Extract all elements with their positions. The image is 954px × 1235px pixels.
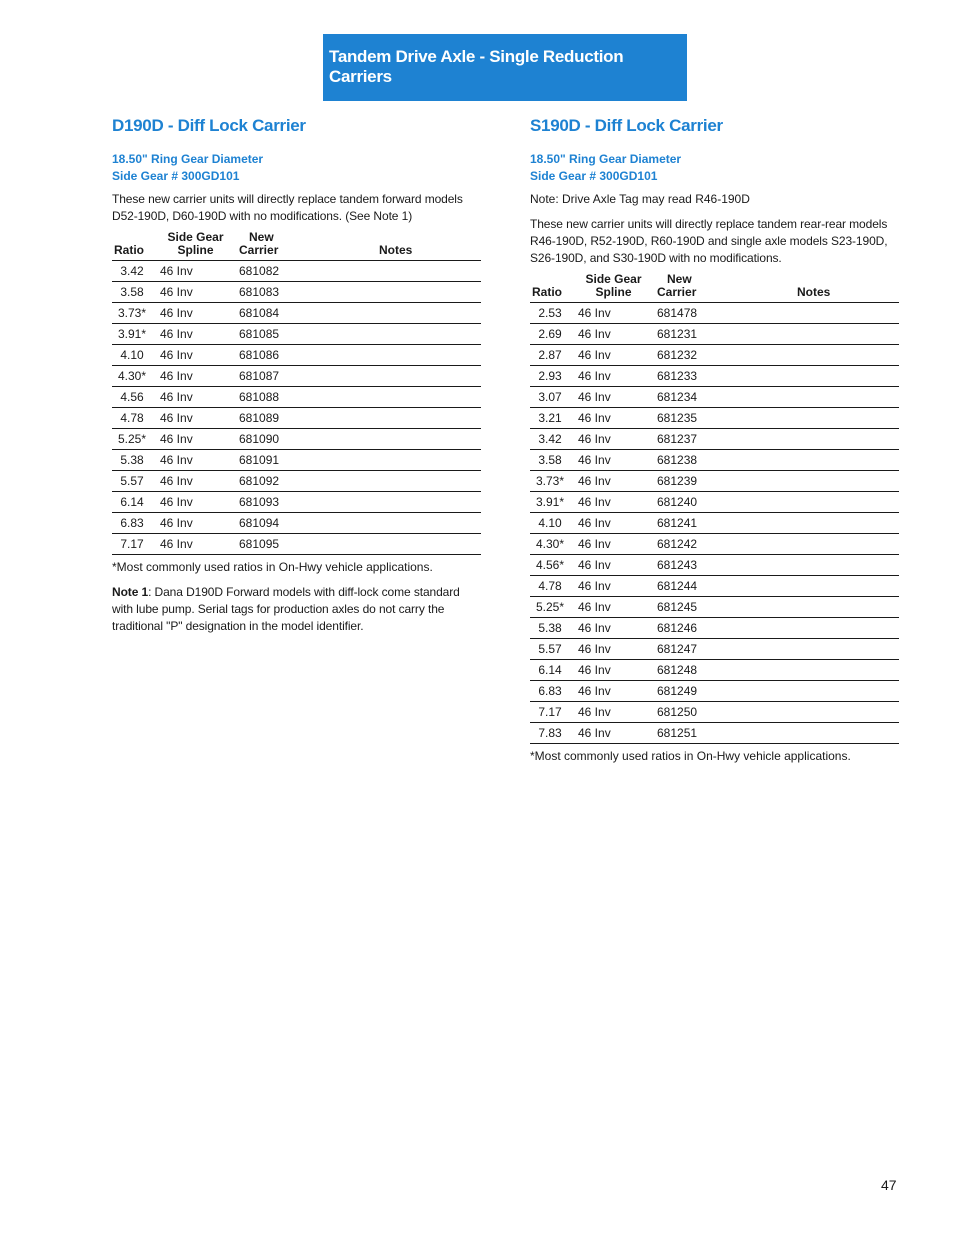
cell-notes	[319, 429, 481, 450]
cell-carrier: 681235	[657, 408, 737, 429]
table-row	[530, 492, 899, 513]
cell-carrier: 681237	[657, 429, 737, 450]
cell-notes	[737, 303, 899, 324]
cell-ratio: 5.57	[112, 471, 152, 492]
cell-spline: 46 Inv	[152, 387, 239, 408]
cell-spline: 46 Inv	[570, 534, 657, 555]
cell-spline: 46 Inv	[152, 408, 239, 429]
header-notes: Notes	[737, 273, 899, 303]
table-row	[112, 387, 481, 408]
cell-spline: 46 Inv	[152, 261, 239, 282]
cell-spline: 46 Inv	[152, 324, 239, 345]
cell-spline: 46 Inv	[570, 450, 657, 471]
cell-notes	[319, 387, 481, 408]
table-row	[530, 429, 899, 450]
ring-gear-diameter: 18.50" Ring Gear Diameter	[112, 152, 264, 166]
table-row	[530, 450, 899, 471]
cell-spline: 46 Inv	[570, 555, 657, 576]
table-row	[112, 366, 481, 387]
cell-spline: 46 Inv	[570, 576, 657, 597]
header-ratio: Ratio	[530, 273, 570, 303]
cell-notes	[737, 576, 899, 597]
table-header-row	[112, 231, 481, 261]
cell-ratio: 5.38	[112, 450, 152, 471]
cell-ratio: 3.07	[530, 387, 570, 408]
carrier-table	[530, 273, 899, 744]
cell-spline: 46 Inv	[152, 303, 239, 324]
cell-notes	[319, 471, 481, 492]
cell-notes	[319, 366, 481, 387]
cell-ratio: 2.87	[530, 345, 570, 366]
cell-ratio: 7.17	[530, 702, 570, 723]
cell-notes	[737, 639, 899, 660]
cell-notes	[319, 303, 481, 324]
cell-spline: 46 Inv	[152, 450, 239, 471]
cell-ratio: 5.25*	[530, 597, 570, 618]
cell-carrier: 681239	[657, 471, 737, 492]
table-row	[112, 345, 481, 366]
cell-ratio: 7.83	[530, 723, 570, 744]
cell-spline: 46 Inv	[570, 723, 657, 744]
cell-carrier: 681084	[239, 303, 319, 324]
table-row	[112, 429, 481, 450]
cell-carrier: 681087	[239, 366, 319, 387]
table-row	[112, 303, 481, 324]
cell-ratio: 3.91*	[530, 492, 570, 513]
cell-ratio: 3.21	[530, 408, 570, 429]
table-row	[530, 303, 899, 324]
cell-notes	[737, 345, 899, 366]
cell-notes	[319, 282, 481, 303]
table-row	[530, 618, 899, 639]
cell-carrier: 681083	[239, 282, 319, 303]
cell-notes	[737, 366, 899, 387]
table-row	[530, 555, 899, 576]
cell-carrier: 681093	[239, 492, 319, 513]
page-banner	[323, 34, 687, 101]
cell-spline: 46 Inv	[570, 702, 657, 723]
cell-spline: 46 Inv	[152, 534, 239, 555]
cell-ratio: 3.58	[112, 282, 152, 303]
cell-ratio: 4.30*	[112, 366, 152, 387]
footnote: *Most commonly used ratios in On-Hwy vehicle applications.	[112, 560, 433, 574]
cell-carrier: 681246	[657, 618, 737, 639]
cell-ratio: 3.73*	[112, 303, 152, 324]
cell-spline: 46 Inv	[570, 492, 657, 513]
cell-ratio: 3.42	[112, 261, 152, 282]
cell-notes	[737, 387, 899, 408]
cell-notes	[737, 681, 899, 702]
cell-notes	[737, 534, 899, 555]
cell-spline: 46 Inv	[570, 429, 657, 450]
cell-notes	[737, 618, 899, 639]
cell-spline: 46 Inv	[152, 345, 239, 366]
cell-notes	[319, 408, 481, 429]
cell-carrier: 681091	[239, 450, 319, 471]
cell-spline: 46 Inv	[152, 366, 239, 387]
cell-carrier: 681088	[239, 387, 319, 408]
s190d-section	[530, 115, 899, 765]
table-row	[112, 513, 481, 534]
table-row	[530, 597, 899, 618]
cell-ratio: 4.78	[530, 576, 570, 597]
table-row	[112, 282, 481, 303]
carrier-table	[112, 231, 481, 555]
table-row	[530, 534, 899, 555]
cell-notes	[737, 408, 899, 429]
cell-spline: 46 Inv	[570, 471, 657, 492]
cell-ratio: 4.30*	[530, 534, 570, 555]
cell-carrier: 681244	[657, 576, 737, 597]
cell-spline: 46 Inv	[570, 387, 657, 408]
cell-ratio: 6.14	[530, 660, 570, 681]
cell-spline: 46 Inv	[570, 639, 657, 660]
cell-notes	[737, 429, 899, 450]
cell-ratio: 3.42	[530, 429, 570, 450]
cell-notes	[319, 534, 481, 555]
cell-carrier: 681242	[657, 534, 737, 555]
cell-spline: 46 Inv	[570, 303, 657, 324]
cell-spline: 46 Inv	[570, 408, 657, 429]
header-side-gear-spline: Side Gear Spline	[570, 273, 657, 303]
cell-carrier: 681089	[239, 408, 319, 429]
cell-notes	[319, 324, 481, 345]
table-row	[112, 471, 481, 492]
cell-spline: 46 Inv	[570, 345, 657, 366]
table-row	[530, 387, 899, 408]
note-1	[112, 584, 481, 635]
cell-carrier: 681231	[657, 324, 737, 345]
cell-carrier: 681085	[239, 324, 319, 345]
table-row	[112, 261, 481, 282]
cell-ratio: 2.53	[530, 303, 570, 324]
page-number: 47	[881, 1177, 897, 1193]
cell-ratio: 5.38	[530, 618, 570, 639]
cell-ratio: 5.57	[530, 639, 570, 660]
table-row	[112, 324, 481, 345]
header-notes: Notes	[319, 231, 481, 261]
cell-carrier: 681249	[657, 681, 737, 702]
cell-spline: 46 Inv	[152, 282, 239, 303]
cell-notes	[737, 324, 899, 345]
cell-carrier: 681241	[657, 513, 737, 534]
cell-carrier: 681238	[657, 450, 737, 471]
cell-carrier: 681234	[657, 387, 737, 408]
cell-ratio: 6.83	[112, 513, 152, 534]
cell-carrier: 681247	[657, 639, 737, 660]
cell-ratio: 4.56	[112, 387, 152, 408]
cell-ratio: 6.14	[112, 492, 152, 513]
table-row	[112, 534, 481, 555]
cell-carrier: 681233	[657, 366, 737, 387]
table-row	[530, 408, 899, 429]
table-header-row	[530, 273, 899, 303]
d190d-section	[112, 115, 481, 635]
cell-spline: 46 Inv	[570, 366, 657, 387]
cell-carrier: 681095	[239, 534, 319, 555]
table-row	[530, 513, 899, 534]
cell-carrier: 681090	[239, 429, 319, 450]
table-row	[530, 345, 899, 366]
header-new-carrier: New Carrier	[657, 273, 737, 303]
header-side-gear-spline: Side Gear Spline	[152, 231, 239, 261]
table-row	[530, 639, 899, 660]
footnote: *Most commonly used ratios in On-Hwy vehicle applications.	[530, 749, 851, 763]
cell-ratio: 5.25*	[112, 429, 152, 450]
cell-notes	[319, 492, 481, 513]
cell-spline: 46 Inv	[570, 660, 657, 681]
table-row	[530, 660, 899, 681]
cell-ratio: 6.83	[530, 681, 570, 702]
cell-carrier: 681251	[657, 723, 737, 744]
cell-spline: 46 Inv	[570, 618, 657, 639]
cell-notes	[737, 660, 899, 681]
side-gear-number: Side Gear # 300GD101	[530, 169, 658, 183]
cell-carrier: 681094	[239, 513, 319, 534]
section-description: These new carrier units will directly replace tandem rear-rear models R46-190D, R52-190D, R60-190D and single axle models S23-190D, S26-190D, and S30-190D with no modifications.	[530, 217, 888, 265]
cell-spline: 46 Inv	[570, 513, 657, 534]
cell-notes	[737, 597, 899, 618]
table-row	[530, 576, 899, 597]
table-row	[530, 471, 899, 492]
table-row	[112, 408, 481, 429]
cell-carrier: 681248	[657, 660, 737, 681]
table-body	[530, 303, 899, 744]
cell-spline: 46 Inv	[570, 324, 657, 345]
cell-notes	[737, 471, 899, 492]
cell-carrier: 681240	[657, 492, 737, 513]
header-new-carrier: New Carrier	[239, 231, 319, 261]
cell-notes	[737, 723, 899, 744]
cell-carrier: 681478	[657, 303, 737, 324]
cell-carrier: 681250	[657, 702, 737, 723]
table-body	[112, 261, 481, 555]
ring-gear-diameter: 18.50" Ring Gear Diameter	[530, 152, 682, 166]
cell-ratio: 4.10	[530, 513, 570, 534]
cell-carrier: 681086	[239, 345, 319, 366]
cell-spline: 46 Inv	[152, 471, 239, 492]
table-row	[530, 324, 899, 345]
cell-carrier: 681082	[239, 261, 319, 282]
cell-notes	[319, 261, 481, 282]
cell-notes	[737, 702, 899, 723]
cell-notes	[319, 513, 481, 534]
cell-notes	[319, 450, 481, 471]
cell-ratio: 4.56*	[530, 555, 570, 576]
side-gear-number: Side Gear # 300GD101	[112, 169, 240, 183]
table-row	[530, 702, 899, 723]
table-row	[530, 681, 899, 702]
cell-ratio: 4.78	[112, 408, 152, 429]
cell-carrier: 681243	[657, 555, 737, 576]
cell-carrier: 681245	[657, 597, 737, 618]
cell-ratio: 2.93	[530, 366, 570, 387]
cell-ratio: 3.73*	[530, 471, 570, 492]
cell-spline: 46 Inv	[570, 681, 657, 702]
table-row	[530, 366, 899, 387]
note-1-label: Note 1	[112, 585, 149, 599]
cell-spline: 46 Inv	[152, 513, 239, 534]
header-ratio: Ratio	[112, 231, 152, 261]
cell-ratio: 3.58	[530, 450, 570, 471]
cell-notes	[737, 450, 899, 471]
cell-ratio: 2.69	[530, 324, 570, 345]
cell-notes	[737, 555, 899, 576]
section-title: S190D - Diff Lock Carrier	[530, 116, 723, 135]
note-1-text: : Dana D190D Forward models with diff-lock come standard with lube pump. Serial tags for production axles do not carry the traditional "P" designation in the model identifier.	[112, 585, 460, 633]
table-row	[530, 723, 899, 744]
cell-notes	[737, 492, 899, 513]
cell-ratio: 3.91*	[112, 324, 152, 345]
cell-carrier: 681092	[239, 471, 319, 492]
cell-notes	[319, 345, 481, 366]
banner-title: Tandem Drive Axle - Single Reduction Carriers	[329, 47, 624, 86]
cell-ratio: 4.10	[112, 345, 152, 366]
cell-spline: 46 Inv	[152, 429, 239, 450]
cell-ratio: 7.17	[112, 534, 152, 555]
cell-notes	[737, 513, 899, 534]
tag-note: Note: Drive Axle Tag may read R46-190D	[530, 192, 750, 206]
table-row	[112, 492, 481, 513]
table-row	[112, 450, 481, 471]
cell-carrier: 681232	[657, 345, 737, 366]
cell-spline: 46 Inv	[570, 597, 657, 618]
section-title: D190D - Diff Lock Carrier	[112, 116, 306, 135]
section-description: These new carrier units will directly replace tandem forward models D52-190D, D60-190D with no modifications. (See Note 1)	[112, 192, 463, 223]
cell-spline: 46 Inv	[152, 492, 239, 513]
